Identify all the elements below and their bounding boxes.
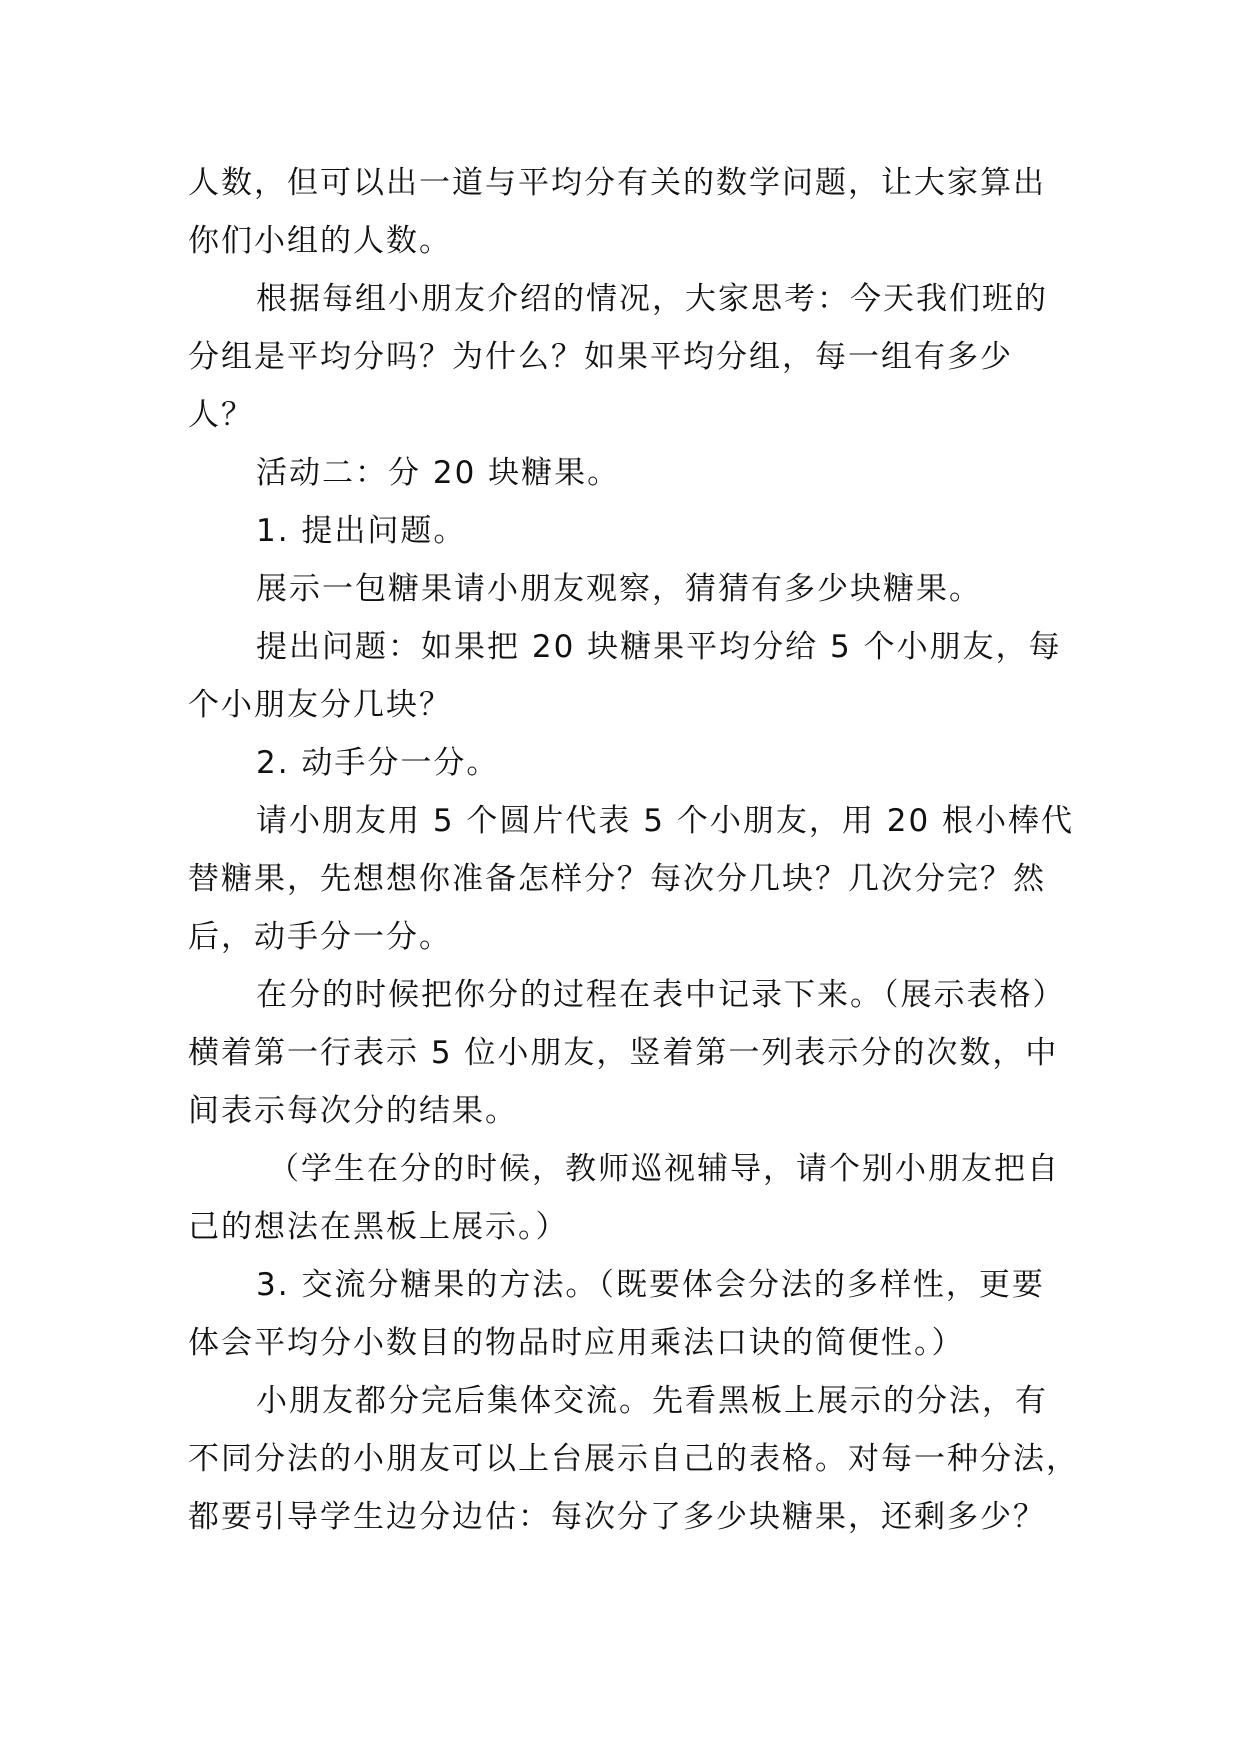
text-line: （学生在分的时候，教师巡视辅导，请个别小朋友把自 <box>268 1151 1060 1187</box>
text-line: 你们小组的人数。 <box>188 223 452 259</box>
text-line: 体会平均分小数目的物品时应用乘法口诀的简便性。） <box>188 1325 965 1361</box>
text-line: 不同分法的小朋友可以上台展示自己的表格。对每一种分法， <box>188 1441 1079 1477</box>
text-line: 分组是平均分吗？为什么？如果平均分组，每一组有多少 <box>188 339 1013 375</box>
text-line: 都要引导学生边分边估：每次分了多少块糖果，还剩多少？ <box>188 1499 1046 1535</box>
section-heading: 活动二：分 20 块糖果。 <box>256 455 621 491</box>
text-line: 替糖果，先想想你准备怎样分？每次分几块？几次分完？然 <box>188 861 1046 897</box>
text-line: 横着第一行表示 5 位小朋友，竖着第一列表示分的次数，中 <box>188 1035 1059 1071</box>
step-heading: 1. 提出问题。 <box>256 513 467 549</box>
text-line: 个小朋友分几块？ <box>188 687 452 723</box>
text-line: 人？ <box>188 397 254 433</box>
text-line: 小朋友都分完后集体交流。先看黑板上展示的分法，有 <box>256 1383 1048 1419</box>
text-line: 己的想法在黑板上展示。） <box>188 1209 569 1245</box>
step-heading: 2. 动手分一分。 <box>256 745 500 781</box>
text-line: 展示一包糖果请小朋友观察，猜猜有多少块糖果。 <box>256 571 982 607</box>
text-line: 提出问题：如果把 20 块糖果平均分给 5 个小朋友，每 <box>256 629 1062 665</box>
text-line: 后，动手分一分。 <box>188 919 452 955</box>
text-line: 在分的时候把你分的过程在表中记录下来。（展示表格） <box>256 977 1066 1013</box>
text-line: 请小朋友用 5 个圆片代表 5 个小朋友，用 20 根小棒代 <box>256 803 1075 839</box>
document-body <box>188 154 1079 1546</box>
text-line: 人数，但可以出一道与平均分有关的数学问题，让大家算出 <box>188 165 1046 201</box>
text-line: 根据每组小朋友介绍的情况，大家思考：今天我们班的 <box>256 281 1048 317</box>
step-heading: 3. 交流分糖果的方法。（既要体会分法的多样性，更要 <box>256 1267 1045 1303</box>
text-line: 间表示每次分的结果。 <box>188 1093 518 1129</box>
